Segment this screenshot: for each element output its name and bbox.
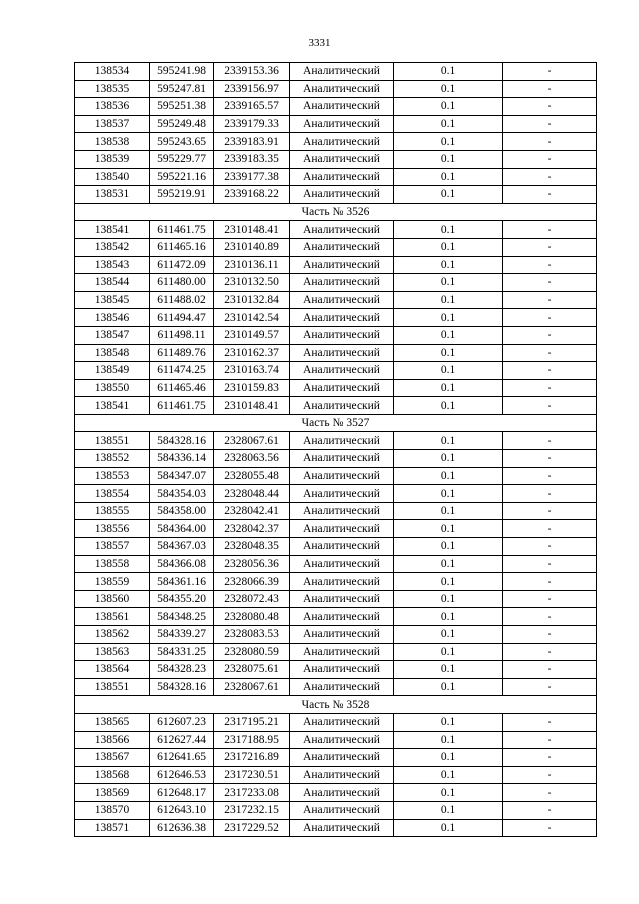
table-row bbox=[75, 432, 597, 450]
table-row bbox=[75, 344, 597, 362]
precision-cell: 0.1 bbox=[394, 749, 503, 767]
y-coordinate-cell: 2317216.89 bbox=[214, 749, 290, 767]
method-cell: Аналитический bbox=[290, 238, 394, 256]
x-coordinate-cell: 595247.81 bbox=[150, 80, 214, 98]
table-row bbox=[75, 133, 597, 151]
description-cell: - bbox=[503, 291, 597, 309]
description-cell: - bbox=[503, 274, 597, 292]
table-row bbox=[75, 467, 597, 485]
x-coordinate-cell: 611461.75 bbox=[150, 221, 214, 239]
description-cell: - bbox=[503, 256, 597, 274]
precision-cell: 0.1 bbox=[394, 661, 503, 679]
precision-cell: 0.1 bbox=[394, 362, 503, 380]
precision-cell: 0.1 bbox=[394, 450, 503, 468]
method-cell: Аналитический bbox=[290, 502, 394, 520]
table-row bbox=[75, 186, 597, 204]
x-coordinate-cell: 611472.09 bbox=[150, 256, 214, 274]
table-row bbox=[75, 502, 597, 520]
point-id-cell: 138556 bbox=[75, 520, 150, 538]
y-coordinate-cell: 2317229.52 bbox=[214, 819, 290, 837]
y-coordinate-cell: 2328066.39 bbox=[214, 573, 290, 591]
x-coordinate-cell: 584328.16 bbox=[150, 432, 214, 450]
method-cell: Аналитический bbox=[290, 274, 394, 292]
precision-cell: 0.1 bbox=[394, 731, 503, 749]
precision-cell: 0.1 bbox=[394, 80, 503, 98]
point-id-cell: 138549 bbox=[75, 362, 150, 380]
table-row bbox=[75, 362, 597, 380]
precision-cell: 0.1 bbox=[394, 63, 503, 81]
precision-cell: 0.1 bbox=[394, 133, 503, 151]
precision-cell: 0.1 bbox=[394, 291, 503, 309]
x-coordinate-cell: 584328.23 bbox=[150, 661, 214, 679]
precision-cell: 0.1 bbox=[394, 626, 503, 644]
method-cell: Аналитический bbox=[290, 520, 394, 538]
y-coordinate-cell: 2310163.74 bbox=[214, 362, 290, 380]
y-coordinate-cell: 2339177.38 bbox=[214, 168, 290, 186]
precision-cell: 0.1 bbox=[394, 819, 503, 837]
table-row bbox=[75, 784, 597, 802]
point-id-cell: 138563 bbox=[75, 643, 150, 661]
table-row bbox=[75, 573, 597, 591]
point-id-cell: 138566 bbox=[75, 731, 150, 749]
x-coordinate-cell: 611489.76 bbox=[150, 344, 214, 362]
description-cell: - bbox=[503, 626, 597, 644]
precision-cell: 0.1 bbox=[394, 379, 503, 397]
y-coordinate-cell: 2328075.61 bbox=[214, 661, 290, 679]
precision-cell: 0.1 bbox=[394, 485, 503, 503]
point-id-cell: 138553 bbox=[75, 467, 150, 485]
description-cell: - bbox=[503, 450, 597, 468]
description-cell: - bbox=[503, 643, 597, 661]
point-id-cell: 138545 bbox=[75, 291, 150, 309]
precision-cell: 0.1 bbox=[394, 467, 503, 485]
table-row bbox=[75, 713, 597, 731]
part-header-row bbox=[75, 696, 597, 714]
description-cell: - bbox=[503, 801, 597, 819]
precision-cell: 0.1 bbox=[394, 238, 503, 256]
precision-cell: 0.1 bbox=[394, 309, 503, 327]
method-cell: Аналитический bbox=[290, 362, 394, 380]
method-cell: Аналитический bbox=[290, 150, 394, 168]
precision-cell: 0.1 bbox=[394, 766, 503, 784]
point-id-cell: 138551 bbox=[75, 678, 150, 696]
method-cell: Аналитический bbox=[290, 766, 394, 784]
description-cell: - bbox=[503, 397, 597, 415]
x-coordinate-cell: 611498.11 bbox=[150, 326, 214, 344]
method-cell: Аналитический bbox=[290, 661, 394, 679]
precision-cell: 0.1 bbox=[394, 678, 503, 696]
method-cell: Аналитический bbox=[290, 819, 394, 837]
precision-cell: 0.1 bbox=[394, 538, 503, 556]
y-coordinate-cell: 2310148.41 bbox=[214, 221, 290, 239]
point-id-cell: 138539 bbox=[75, 150, 150, 168]
method-cell: Аналитический bbox=[290, 590, 394, 608]
point-id-cell: 138537 bbox=[75, 115, 150, 133]
description-cell: - bbox=[503, 150, 597, 168]
method-cell: Аналитический bbox=[290, 538, 394, 556]
part-header-label: Часть № 3526 bbox=[75, 203, 597, 221]
x-coordinate-cell: 584361.16 bbox=[150, 573, 214, 591]
precision-cell: 0.1 bbox=[394, 590, 503, 608]
method-cell: Аналитический bbox=[290, 731, 394, 749]
description-cell: - bbox=[503, 749, 597, 767]
method-cell: Аналитический bbox=[290, 309, 394, 327]
x-coordinate-cell: 584364.00 bbox=[150, 520, 214, 538]
point-id-cell: 138567 bbox=[75, 749, 150, 767]
description-cell: - bbox=[503, 485, 597, 503]
y-coordinate-cell: 2328067.61 bbox=[214, 432, 290, 450]
point-id-cell: 138557 bbox=[75, 538, 150, 556]
y-coordinate-cell: 2310159.83 bbox=[214, 379, 290, 397]
description-cell: - bbox=[503, 573, 597, 591]
precision-cell: 0.1 bbox=[394, 150, 503, 168]
description-cell: - bbox=[503, 784, 597, 802]
precision-cell: 0.1 bbox=[394, 326, 503, 344]
method-cell: Аналитический bbox=[290, 784, 394, 802]
table-row bbox=[75, 520, 597, 538]
precision-cell: 0.1 bbox=[394, 608, 503, 626]
point-id-cell: 138536 bbox=[75, 98, 150, 116]
description-cell: - bbox=[503, 678, 597, 696]
precision-cell: 0.1 bbox=[394, 643, 503, 661]
x-coordinate-cell: 612643.10 bbox=[150, 801, 214, 819]
table-row bbox=[75, 379, 597, 397]
description-cell: - bbox=[503, 520, 597, 538]
method-cell: Аналитический bbox=[290, 485, 394, 503]
precision-cell: 0.1 bbox=[394, 555, 503, 573]
point-id-cell: 138540 bbox=[75, 168, 150, 186]
precision-cell: 0.1 bbox=[394, 274, 503, 292]
x-coordinate-cell: 584347.07 bbox=[150, 467, 214, 485]
description-cell: - bbox=[503, 133, 597, 151]
method-cell: Аналитический bbox=[290, 80, 394, 98]
table-row bbox=[75, 309, 597, 327]
y-coordinate-cell: 2339183.35 bbox=[214, 150, 290, 168]
y-coordinate-cell: 2328072.43 bbox=[214, 590, 290, 608]
description-cell: - bbox=[503, 379, 597, 397]
part-header-row bbox=[75, 414, 597, 432]
table-row bbox=[75, 98, 597, 116]
point-id-cell: 138534 bbox=[75, 63, 150, 81]
y-coordinate-cell: 2310132.50 bbox=[214, 274, 290, 292]
y-coordinate-cell: 2317230.51 bbox=[214, 766, 290, 784]
precision-cell: 0.1 bbox=[394, 221, 503, 239]
point-id-cell: 138555 bbox=[75, 502, 150, 520]
point-id-cell: 138565 bbox=[75, 713, 150, 731]
method-cell: Аналитический bbox=[290, 713, 394, 731]
description-cell: - bbox=[503, 538, 597, 556]
x-coordinate-cell: 584339.27 bbox=[150, 626, 214, 644]
table-row bbox=[75, 608, 597, 626]
y-coordinate-cell: 2317233.08 bbox=[214, 784, 290, 802]
precision-cell: 0.1 bbox=[394, 256, 503, 274]
point-id-cell: 138568 bbox=[75, 766, 150, 784]
x-coordinate-cell: 612641.65 bbox=[150, 749, 214, 767]
precision-cell: 0.1 bbox=[394, 168, 503, 186]
precision-cell: 0.1 bbox=[394, 98, 503, 116]
y-coordinate-cell: 2339168.22 bbox=[214, 186, 290, 204]
part-header-row bbox=[75, 203, 597, 221]
description-cell: - bbox=[503, 713, 597, 731]
point-id-cell: 138561 bbox=[75, 608, 150, 626]
method-cell: Аналитический bbox=[290, 98, 394, 116]
method-cell: Аналитический bbox=[290, 326, 394, 344]
method-cell: Аналитический bbox=[290, 397, 394, 415]
description-cell: - bbox=[503, 344, 597, 362]
x-coordinate-cell: 584328.16 bbox=[150, 678, 214, 696]
x-coordinate-cell: 612607.23 bbox=[150, 713, 214, 731]
y-coordinate-cell: 2339156.97 bbox=[214, 80, 290, 98]
y-coordinate-cell: 2328080.59 bbox=[214, 643, 290, 661]
table-row bbox=[75, 485, 597, 503]
y-coordinate-cell: 2317232.15 bbox=[214, 801, 290, 819]
table-row bbox=[75, 643, 597, 661]
method-cell: Аналитический bbox=[290, 168, 394, 186]
table-row bbox=[75, 150, 597, 168]
table-row bbox=[75, 819, 597, 837]
table-row bbox=[75, 80, 597, 98]
precision-cell: 0.1 bbox=[394, 520, 503, 538]
y-coordinate-cell: 2317188.95 bbox=[214, 731, 290, 749]
x-coordinate-cell: 612646.53 bbox=[150, 766, 214, 784]
y-coordinate-cell: 2328080.48 bbox=[214, 608, 290, 626]
precision-cell: 0.1 bbox=[394, 186, 503, 204]
point-id-cell: 138570 bbox=[75, 801, 150, 819]
y-coordinate-cell: 2328063.56 bbox=[214, 450, 290, 468]
description-cell: - bbox=[503, 661, 597, 679]
x-coordinate-cell: 584336.14 bbox=[150, 450, 214, 468]
precision-cell: 0.1 bbox=[394, 502, 503, 520]
description-cell: - bbox=[503, 186, 597, 204]
point-id-cell: 138571 bbox=[75, 819, 150, 837]
precision-cell: 0.1 bbox=[394, 397, 503, 415]
x-coordinate-cell: 595241.98 bbox=[150, 63, 214, 81]
table-row bbox=[75, 168, 597, 186]
point-id-cell: 138569 bbox=[75, 784, 150, 802]
description-cell: - bbox=[503, 80, 597, 98]
x-coordinate-cell: 584355.20 bbox=[150, 590, 214, 608]
table-row bbox=[75, 397, 597, 415]
y-coordinate-cell: 2328042.37 bbox=[214, 520, 290, 538]
y-coordinate-cell: 2310142.54 bbox=[214, 309, 290, 327]
x-coordinate-cell: 611461.75 bbox=[150, 397, 214, 415]
coordinates-table-body bbox=[75, 63, 597, 837]
method-cell: Аналитический bbox=[290, 678, 394, 696]
x-coordinate-cell: 611474.25 bbox=[150, 362, 214, 380]
description-cell: - bbox=[503, 608, 597, 626]
y-coordinate-cell: 2310140.89 bbox=[214, 238, 290, 256]
method-cell: Аналитический bbox=[290, 379, 394, 397]
method-cell: Аналитический bbox=[290, 344, 394, 362]
description-cell: - bbox=[503, 115, 597, 133]
x-coordinate-cell: 584331.25 bbox=[150, 643, 214, 661]
point-id-cell: 138531 bbox=[75, 186, 150, 204]
y-coordinate-cell: 2328042.41 bbox=[214, 502, 290, 520]
point-id-cell: 138564 bbox=[75, 661, 150, 679]
precision-cell: 0.1 bbox=[394, 801, 503, 819]
table-row bbox=[75, 555, 597, 573]
y-coordinate-cell: 2328083.53 bbox=[214, 626, 290, 644]
point-id-cell: 138548 bbox=[75, 344, 150, 362]
x-coordinate-cell: 595221.16 bbox=[150, 168, 214, 186]
x-coordinate-cell: 611480.00 bbox=[150, 274, 214, 292]
x-coordinate-cell: 595219.91 bbox=[150, 186, 214, 204]
method-cell: Аналитический bbox=[290, 749, 394, 767]
method-cell: Аналитический bbox=[290, 432, 394, 450]
table-row bbox=[75, 801, 597, 819]
description-cell: - bbox=[503, 98, 597, 116]
table-row bbox=[75, 749, 597, 767]
method-cell: Аналитический bbox=[290, 626, 394, 644]
x-coordinate-cell: 612636.38 bbox=[150, 819, 214, 837]
method-cell: Аналитический bbox=[290, 608, 394, 626]
method-cell: Аналитический bbox=[290, 115, 394, 133]
y-coordinate-cell: 2339165.57 bbox=[214, 98, 290, 116]
description-cell: - bbox=[503, 467, 597, 485]
y-coordinate-cell: 2339153.36 bbox=[214, 63, 290, 81]
x-coordinate-cell: 595249.48 bbox=[150, 115, 214, 133]
description-cell: - bbox=[503, 731, 597, 749]
table-row bbox=[75, 274, 597, 292]
point-id-cell: 138541 bbox=[75, 221, 150, 239]
point-id-cell: 138543 bbox=[75, 256, 150, 274]
y-coordinate-cell: 2310132.84 bbox=[214, 291, 290, 309]
table-row bbox=[75, 326, 597, 344]
description-cell: - bbox=[503, 309, 597, 327]
method-cell: Аналитический bbox=[290, 801, 394, 819]
point-id-cell: 138544 bbox=[75, 274, 150, 292]
description-cell: - bbox=[503, 63, 597, 81]
y-coordinate-cell: 2339183.91 bbox=[214, 133, 290, 151]
part-header-label: Часть № 3527 bbox=[75, 414, 597, 432]
method-cell: Аналитический bbox=[290, 63, 394, 81]
table-row bbox=[75, 238, 597, 256]
precision-cell: 0.1 bbox=[394, 573, 503, 591]
x-coordinate-cell: 584358.00 bbox=[150, 502, 214, 520]
point-id-cell: 138538 bbox=[75, 133, 150, 151]
point-id-cell: 138558 bbox=[75, 555, 150, 573]
precision-cell: 0.1 bbox=[394, 432, 503, 450]
table-row bbox=[75, 256, 597, 274]
description-cell: - bbox=[503, 238, 597, 256]
page-number: 3331 bbox=[308, 37, 331, 49]
method-cell: Аналитический bbox=[290, 643, 394, 661]
x-coordinate-cell: 595229.77 bbox=[150, 150, 214, 168]
method-cell: Аналитический bbox=[290, 186, 394, 204]
table-row bbox=[75, 661, 597, 679]
table-row bbox=[75, 115, 597, 133]
x-coordinate-cell: 584366.08 bbox=[150, 555, 214, 573]
point-id-cell: 138547 bbox=[75, 326, 150, 344]
method-cell: Аналитический bbox=[290, 133, 394, 151]
point-id-cell: 138550 bbox=[75, 379, 150, 397]
description-cell: - bbox=[503, 326, 597, 344]
table-row bbox=[75, 626, 597, 644]
method-cell: Аналитический bbox=[290, 256, 394, 274]
table-row bbox=[75, 731, 597, 749]
y-coordinate-cell: 2328067.61 bbox=[214, 678, 290, 696]
table-row bbox=[75, 678, 597, 696]
x-coordinate-cell: 584354.03 bbox=[150, 485, 214, 503]
description-cell: - bbox=[503, 590, 597, 608]
table-row bbox=[75, 63, 597, 81]
y-coordinate-cell: 2310136.11 bbox=[214, 256, 290, 274]
description-cell: - bbox=[503, 819, 597, 837]
description-cell: - bbox=[503, 502, 597, 520]
y-coordinate-cell: 2328048.35 bbox=[214, 538, 290, 556]
method-cell: Аналитический bbox=[290, 450, 394, 468]
point-id-cell: 138554 bbox=[75, 485, 150, 503]
x-coordinate-cell: 611465.46 bbox=[150, 379, 214, 397]
point-id-cell: 138560 bbox=[75, 590, 150, 608]
precision-cell: 0.1 bbox=[394, 115, 503, 133]
precision-cell: 0.1 bbox=[394, 344, 503, 362]
x-coordinate-cell: 584367.03 bbox=[150, 538, 214, 556]
description-cell: - bbox=[503, 432, 597, 450]
point-id-cell: 138562 bbox=[75, 626, 150, 644]
point-id-cell: 138535 bbox=[75, 80, 150, 98]
table-row bbox=[75, 590, 597, 608]
y-coordinate-cell: 2328055.48 bbox=[214, 467, 290, 485]
table-row bbox=[75, 450, 597, 468]
table-row bbox=[75, 221, 597, 239]
description-cell: - bbox=[503, 555, 597, 573]
point-id-cell: 138542 bbox=[75, 238, 150, 256]
y-coordinate-cell: 2328048.44 bbox=[214, 485, 290, 503]
method-cell: Аналитический bbox=[290, 221, 394, 239]
coordinates-table bbox=[74, 62, 597, 837]
precision-cell: 0.1 bbox=[394, 784, 503, 802]
point-id-cell: 138559 bbox=[75, 573, 150, 591]
part-header-label: Часть № 3528 bbox=[75, 696, 597, 714]
precision-cell: 0.1 bbox=[394, 713, 503, 731]
method-cell: Аналитический bbox=[290, 467, 394, 485]
x-coordinate-cell: 584348.25 bbox=[150, 608, 214, 626]
x-coordinate-cell: 595251.38 bbox=[150, 98, 214, 116]
description-cell: - bbox=[503, 766, 597, 784]
table-row bbox=[75, 291, 597, 309]
method-cell: Аналитический bbox=[290, 291, 394, 309]
point-id-cell: 138551 bbox=[75, 432, 150, 450]
x-coordinate-cell: 595243.65 bbox=[150, 133, 214, 151]
description-cell: - bbox=[503, 168, 597, 186]
point-id-cell: 138552 bbox=[75, 450, 150, 468]
x-coordinate-cell: 611488.02 bbox=[150, 291, 214, 309]
y-coordinate-cell: 2317195.21 bbox=[214, 713, 290, 731]
point-id-cell: 138541 bbox=[75, 397, 150, 415]
x-coordinate-cell: 612648.17 bbox=[150, 784, 214, 802]
method-cell: Аналитический bbox=[290, 573, 394, 591]
table-row bbox=[75, 766, 597, 784]
method-cell: Аналитический bbox=[290, 555, 394, 573]
description-cell: - bbox=[503, 362, 597, 380]
table-row bbox=[75, 538, 597, 556]
y-coordinate-cell: 2310148.41 bbox=[214, 397, 290, 415]
y-coordinate-cell: 2328056.36 bbox=[214, 555, 290, 573]
y-coordinate-cell: 2339179.33 bbox=[214, 115, 290, 133]
x-coordinate-cell: 611465.16 bbox=[150, 238, 214, 256]
x-coordinate-cell: 611494.47 bbox=[150, 309, 214, 327]
y-coordinate-cell: 2310162.37 bbox=[214, 344, 290, 362]
y-coordinate-cell: 2310149.57 bbox=[214, 326, 290, 344]
point-id-cell: 138546 bbox=[75, 309, 150, 327]
description-cell: - bbox=[503, 221, 597, 239]
x-coordinate-cell: 612627.44 bbox=[150, 731, 214, 749]
